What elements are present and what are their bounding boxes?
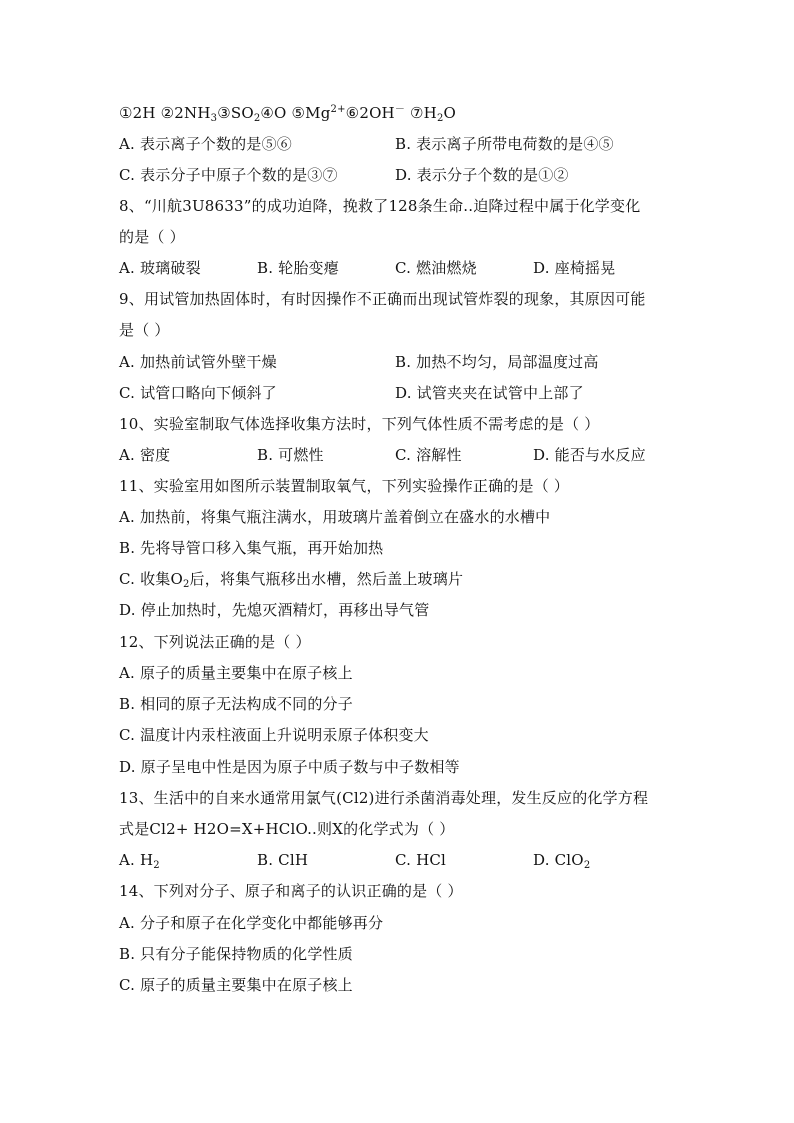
q9-stem-1: 9、用试管加热固体时，有时因操作不正确而出现试管炸裂的现象，其原因可能 — [119, 290, 646, 308]
q10-option-c: C. 溶解性 — [395, 446, 462, 464]
q8-option-d: D. 座椅摇晃 — [533, 259, 616, 277]
q11-option-b: B. 先将导管口移入集气瓶，再开始加热 — [119, 539, 384, 557]
q13-stem-1: 13、生活中的自来水通常用氯气(Cl2)进行杀菌消毒处理，发生反应的化学方程 — [119, 789, 649, 807]
q13-option-d-text: D. ClO — [533, 851, 584, 869]
q9-option-b: B. 加热不均匀，局部温度过高 — [395, 353, 599, 371]
q7-option-d: D. 表示分子个数的是①② — [395, 166, 569, 184]
q12-option-a: A. 原子的质量主要集中在原子核上 — [119, 664, 353, 682]
formula-text: ④O ⑤Mg — [260, 104, 331, 122]
subscript: 2 — [436, 113, 444, 124]
q8-option-c: C. 燃油燃烧 — [395, 259, 477, 277]
superscript: － — [394, 104, 406, 115]
q8-stem-1: 8、“川航3U8633”的成功迫降，挽救了128条生命..迫降过程中属于化学变化 — [119, 197, 641, 215]
q11-option-c — [119, 567, 463, 591]
q9-option-a: A. 加热前试管外壁干燥 — [119, 353, 277, 371]
q9-option-c: C. 试管口略向下倾斜了 — [119, 384, 277, 402]
q10-option-a: A. 密度 — [119, 446, 171, 464]
q10-option-d: D. 能否与水反应 — [533, 446, 646, 464]
q11-option-c-text: 后，将集气瓶移出水槽，然后盖上玻璃片 — [189, 570, 464, 588]
q8-option-a: A. 玻璃破裂 — [119, 259, 201, 277]
q11-option-a: A. 加热前，将集气瓶注满水，用玻璃片盖着倒立在盛水的水槽中 — [119, 508, 551, 526]
q11-option-c-text: C. 收集O — [119, 570, 183, 588]
q8-stem-2: 的是（ ） — [119, 228, 185, 246]
q7-option-c: C. 表示分子中原子个数的是③⑦ — [119, 166, 338, 184]
q13-option-a — [119, 848, 160, 872]
formula-text: ③SO — [217, 104, 254, 122]
q9-option-d: D. 试管夹夹在试管中上部了 — [395, 384, 584, 402]
q11-option-d: D. 停止加热时，先熄灭酒精灯，再移出导气管 — [119, 601, 430, 619]
q14-option-b: B. 只有分子能保持物质的化学性质 — [119, 945, 353, 963]
subscript: 2 — [253, 113, 261, 124]
q9-stem-2: 是（ ） — [119, 321, 170, 339]
q13-stem-2: 式是Cl2+ H2O=X+HClO..则X的化学式为（ ） — [119, 820, 455, 838]
formula-text: O — [443, 104, 457, 122]
formula-text: ⑦H — [405, 104, 437, 122]
q7-option-b: B. 表示离子所带电荷数的是④⑤ — [395, 135, 614, 153]
q11-stem: 11、实验室用如图所示装置制取氧气，下列实验操作正确的是（ ） — [119, 477, 570, 495]
q14-option-c: C. 原子的质量主要集中在原子核上 — [119, 976, 353, 994]
subscript: 3 — [210, 113, 218, 124]
q10-option-b: B. 可燃性 — [257, 446, 324, 464]
q7-option-a: A. 表示离子个数的是⑤⑥ — [119, 135, 292, 153]
q12-option-c: C. 温度计内汞柱液面上升说明汞原子体积变大 — [119, 726, 429, 744]
q14-stem: 14、下列对分子、原子和离子的认识正确的是（ ） — [119, 882, 463, 900]
q12-option-b: B. 相同的原子无法构成不同的分子 — [119, 695, 353, 713]
q13-option-d — [533, 848, 590, 872]
q13-option-c: C. HCl — [395, 851, 447, 869]
q13-option-b: B. ClH — [257, 851, 309, 869]
subscript: 2 — [153, 860, 160, 871]
q13-option-a-text: A. H — [119, 851, 154, 869]
formula-text: ①2H ②2NH — [119, 104, 211, 122]
q12-option-d: D. 原子呈电中性是因为原子中质子数与中子数相等 — [119, 758, 460, 776]
q12-stem: 12、下列说法正确的是（ ） — [119, 633, 311, 651]
q8-option-b: B. 轮胎变瘪 — [257, 259, 339, 277]
formula-text: ⑥2OH — [345, 104, 395, 122]
q10-stem: 10、实验室制取气体选择收集方法时，下列气体性质不需考虑的是（ ） — [119, 415, 600, 433]
subscript: 2 — [182, 579, 190, 590]
q14-option-a: A. 分子和原子在化学变化中都能够再分 — [119, 914, 384, 932]
formula-line — [119, 101, 456, 125]
superscript: 2+ — [330, 104, 346, 115]
subscript: 2 — [583, 860, 591, 871]
